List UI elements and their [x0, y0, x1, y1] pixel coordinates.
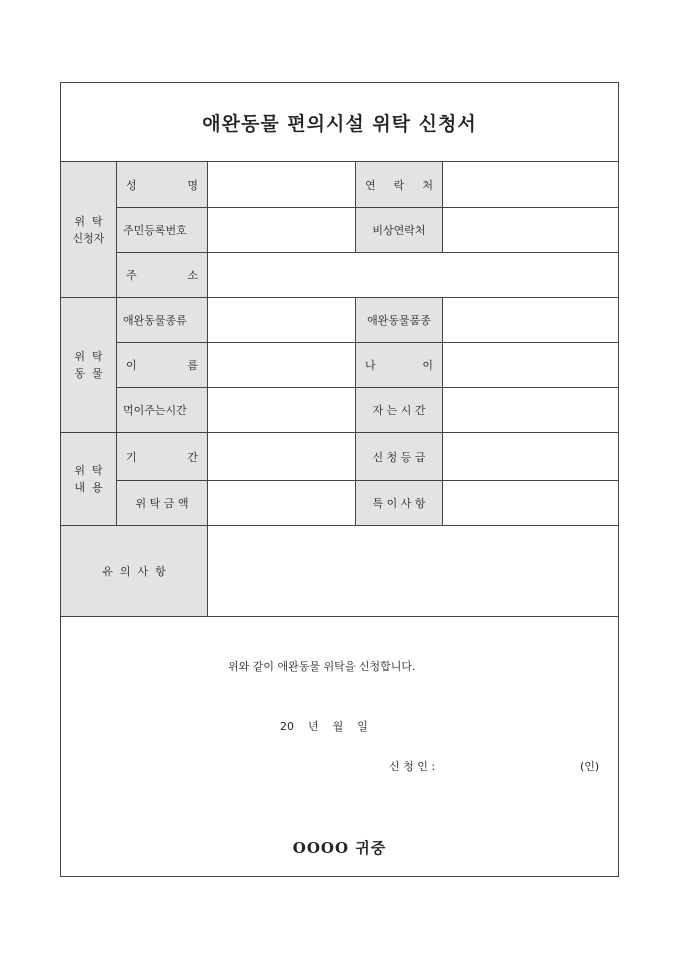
amount-field[interactable] — [208, 481, 356, 526]
pet-breed-label: 애완동물품종 — [356, 298, 443, 343]
contact-field[interactable] — [443, 162, 619, 208]
feeding-time-label: 먹이주는시간 — [117, 388, 208, 433]
emergency-contact-field[interactable] — [443, 208, 619, 253]
emergency-contact-label: 비상연락처 — [356, 208, 443, 253]
grade-field[interactable] — [443, 433, 619, 481]
statement-text: 위와 같이 애완동물 위탁을 신청합니다. — [228, 660, 416, 673]
pet-breed-field[interactable] — [443, 298, 619, 343]
pet-name-field[interactable] — [208, 343, 356, 388]
sleeping-time-label: 자 는 시 간 — [356, 388, 443, 433]
feeding-time-field[interactable] — [208, 388, 356, 433]
form-footer — [61, 617, 618, 877]
contact-label: 연 락 처 — [356, 162, 443, 208]
pet-group-label: 위 탁 동 물 — [61, 298, 117, 433]
pet-kind-label: 애완동물종류 — [117, 298, 208, 343]
name-field[interactable] — [208, 162, 356, 208]
applicant-sign-label: 신 청 인 : — [389, 760, 436, 773]
period-label: 기 간 — [117, 433, 208, 481]
content-group-label: 위 탁 내 용 — [61, 433, 117, 526]
notes-label: 유 의 사 항 — [61, 526, 208, 617]
remarks-field[interactable] — [443, 481, 619, 526]
remarks-label: 특 이 사 항 — [356, 481, 443, 526]
resident-no-field[interactable] — [208, 208, 356, 253]
address-label: 주 소 — [117, 253, 208, 298]
address-field[interactable] — [208, 253, 619, 298]
date-line: 20 년 월 일 — [280, 720, 368, 733]
sleeping-time-field[interactable] — [443, 388, 619, 433]
recipient-line: OOOO 귀중 — [292, 839, 387, 857]
amount-label: 위 탁 금 액 — [117, 481, 208, 526]
application-form — [60, 82, 619, 877]
form-title: 애완동물 편의시설 위탁 신청서 — [61, 83, 618, 162]
name-label: 성 명 — [117, 162, 208, 208]
period-field[interactable] — [208, 433, 356, 481]
pet-age-field[interactable] — [443, 343, 619, 388]
applicant-group-label: 위 탁 신청자 — [61, 162, 117, 298]
grade-label: 신 청 등 급 — [356, 433, 443, 481]
pet-kind-field[interactable] — [208, 298, 356, 343]
seal-mark: (인) — [580, 760, 600, 773]
notes-field[interactable] — [208, 526, 619, 617]
resident-no-label: 주민등록번호 — [117, 208, 208, 253]
pet-name-label: 이 름 — [117, 343, 208, 388]
pet-age-label: 나 이 — [356, 343, 443, 388]
